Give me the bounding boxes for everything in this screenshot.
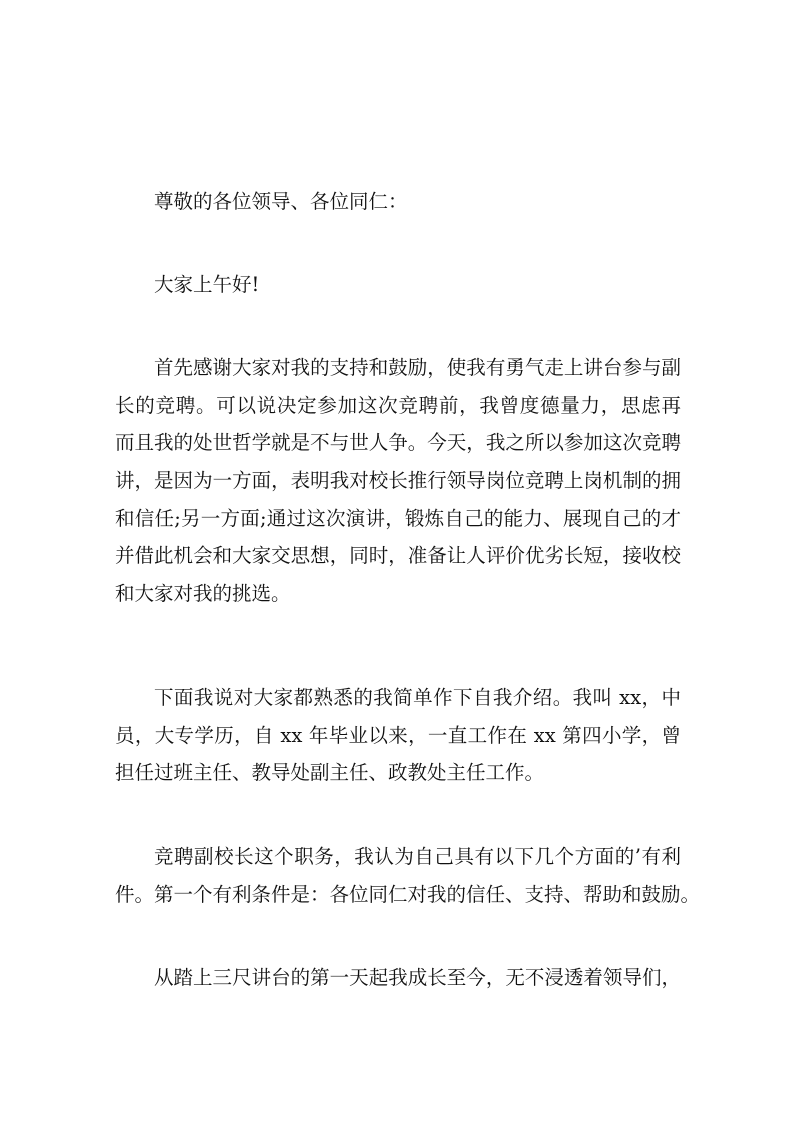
text-line: 而且我的处世哲学就是不与世人争。今天，我之所以参加这次竞聘: [115, 431, 681, 455]
text-line: 件。第一个有利条件是：各位同仁对我的信任、支持、帮助和鼓励。: [115, 882, 701, 906]
text-line: 并借此机会和大家交思想，同时，准备让人评价优劣长短，接收校: [115, 544, 681, 568]
greeting: [115, 266, 681, 304]
text-line: 下面我说对大家都熟悉的我简单作下自我介绍。我叫 xx，中: [154, 686, 681, 709]
paragraph-conditions: [115, 838, 701, 913]
text-line: 和大家对我的挑选。: [115, 582, 291, 606]
text-line: 从踏上三尺讲台的第一天起我成长至今，无不浸透着领导们，: [154, 966, 681, 989]
text-line: 首先感谢大家对我的支持和鼓励，使我有勇气走上讲台参与副: [154, 356, 681, 379]
salutation: [115, 183, 681, 221]
paragraph-thanks: [115, 349, 681, 613]
text-line: 和信任;另一方面;通过这次演讲，锻炼自己的能力、展现自己的才: [115, 506, 681, 530]
paragraph-introduction: [115, 679, 681, 792]
text-line: 员，大专学历，自 xx 年毕业以来，一直工作在 xx 第四小学，曾: [115, 723, 681, 747]
text-line: 长的竞聘。可以说决定参加这次竞聘前，我曾度德量力，思虑再: [115, 393, 681, 417]
text-line: 担任过班主任、教导处副主任、政教处主任工作。: [115, 761, 545, 785]
text-line: 讲，是因为一方面，表明我对校长推行领导岗位竞聘上岗机制的拥: [115, 469, 681, 493]
text-line: 大家上午好!: [154, 273, 260, 296]
paragraph-growth: [115, 959, 681, 997]
text-line: 尊敬的各位领导、各位同仁：: [154, 190, 408, 213]
text-line: 竞聘副校长这个职务，我认为自己具有以下几个方面的’有利: [154, 845, 681, 868]
